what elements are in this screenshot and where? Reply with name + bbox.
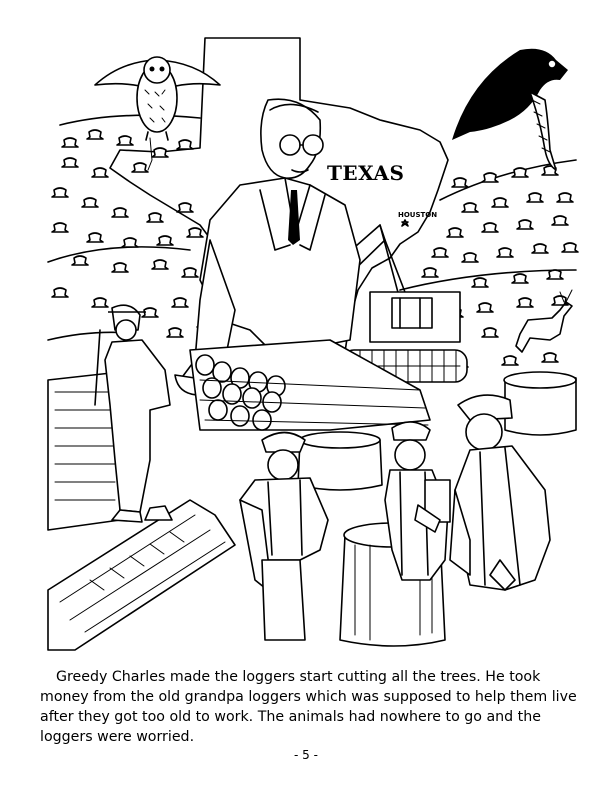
- stump: [482, 173, 498, 182]
- stump: [497, 248, 513, 257]
- log-end: [209, 400, 227, 420]
- stump: [157, 236, 173, 245]
- stump: [552, 216, 568, 225]
- stump: [512, 274, 528, 283]
- stump: [87, 130, 103, 139]
- stump: [462, 253, 478, 262]
- stump: [477, 303, 493, 312]
- stump: [52, 223, 68, 232]
- stump: [117, 136, 133, 145]
- stump: [542, 353, 558, 362]
- stump: [452, 178, 468, 187]
- stump: [52, 188, 68, 197]
- stump: [517, 220, 533, 229]
- stump: [62, 138, 78, 147]
- stump: [152, 148, 168, 157]
- stump: [52, 288, 68, 297]
- stump: [172, 298, 188, 307]
- log-end: [196, 355, 214, 375]
- stump: [112, 208, 128, 217]
- houston-map-label: HOUSTON: [398, 211, 438, 219]
- stump: [62, 158, 78, 167]
- stump: [532, 244, 548, 253]
- story-caption: Greedy Charles made the loggers start cutting all the trees. He took money from the old grandpa loggers which was supposed to help them live after they got too old to work. The animals had nowhere to go and the loggers were worried.: [40, 669, 577, 745]
- log-end: [253, 410, 271, 430]
- stump: [177, 140, 193, 149]
- stump: [87, 233, 103, 242]
- stump: [482, 328, 498, 337]
- stump: [492, 198, 508, 207]
- stump: [92, 298, 108, 307]
- stump: [482, 223, 498, 232]
- stump: [527, 193, 543, 202]
- stump: [82, 198, 98, 207]
- stump: [432, 248, 448, 257]
- stump: [517, 298, 533, 307]
- stump: [547, 270, 563, 279]
- stump: [152, 260, 168, 269]
- stump: [472, 278, 488, 287]
- stump: [112, 263, 128, 272]
- stump: [167, 328, 183, 337]
- stump: [122, 238, 138, 247]
- young-logger-middle: [385, 422, 450, 580]
- coloring-illustration: [40, 22, 588, 664]
- stump: [502, 356, 518, 365]
- texas-map-label: TEXAS: [327, 161, 405, 185]
- page-number: - 5 -: [294, 748, 318, 762]
- stump: [462, 203, 478, 212]
- stump: [447, 228, 463, 237]
- log-end: [243, 388, 261, 408]
- stump: [182, 268, 198, 277]
- stump: [147, 213, 163, 222]
- stump: [92, 168, 108, 177]
- hawk: [452, 49, 568, 170]
- log-end: [231, 406, 249, 426]
- stump: [187, 228, 203, 237]
- stump: [422, 268, 438, 277]
- stump: [562, 243, 578, 252]
- stump: [512, 168, 528, 177]
- houston-star-icon: [402, 220, 408, 226]
- stump: [132, 163, 148, 172]
- stump: [72, 256, 88, 265]
- stump: [177, 203, 193, 212]
- stump: [557, 193, 573, 202]
